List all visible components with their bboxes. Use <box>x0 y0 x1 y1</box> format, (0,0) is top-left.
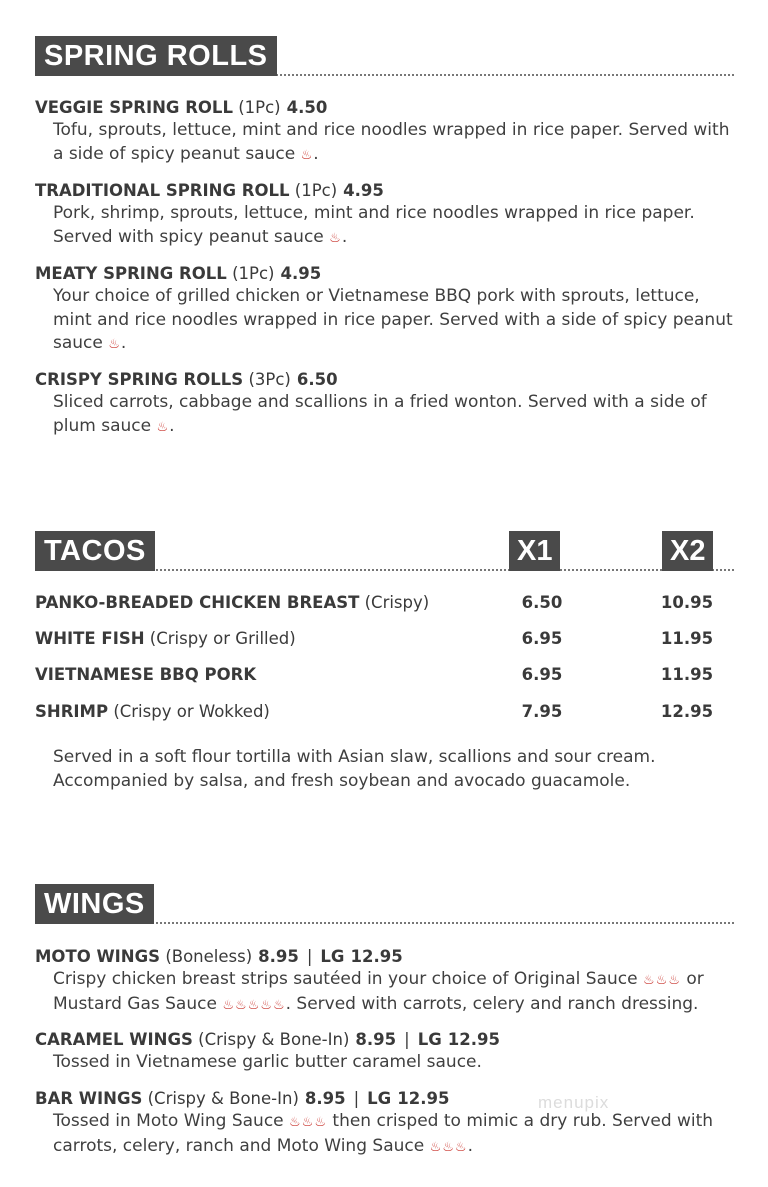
menu-item <box>35 1029 738 1075</box>
price-x2: 12.95 <box>660 702 714 721</box>
item-note: (Crispy) <box>364 593 430 612</box>
item-name: SHRIMP <box>35 702 109 721</box>
item-price: 6.50 <box>296 370 338 389</box>
price-x1: 6.95 <box>521 629 563 648</box>
separator: | <box>353 1089 360 1108</box>
x1-column-header: X1 <box>509 531 560 571</box>
price-x1: 6.95 <box>521 665 563 684</box>
section-title: WINGS <box>35 884 154 924</box>
chili-icon: ♨ <box>108 337 121 352</box>
item-note: (1Pc) <box>294 181 338 200</box>
item-note: (Crispy & Bone-In) <box>147 1089 299 1108</box>
watermark: menupix <box>538 1093 610 1112</box>
item-note: (Crispy & Bone-In) <box>198 1030 350 1049</box>
large-label: LG <box>417 1030 442 1049</box>
section-title: SPRING ROLLS <box>35 36 277 76</box>
punctuation: . <box>169 415 175 436</box>
price-x1: 6.50 <box>521 593 563 612</box>
item-name: PANKO-BREADED CHICKEN BREAST <box>35 593 360 612</box>
tacos-description: Served in a soft flour tortilla with Asian slaw, scallions and sour cream. Accompanied by salsa, and fresh soybean and avocado guacamole. <box>53 747 656 791</box>
section-title: TACOS <box>35 531 155 571</box>
item-price: 8.95 <box>258 947 299 966</box>
item-name: MEATY SPRING ROLL <box>35 264 227 283</box>
table-row <box>35 664 738 686</box>
chili-icon: ♨ <box>329 230 342 246</box>
table-row <box>35 592 738 614</box>
large-label: LG <box>320 947 345 966</box>
menu-item <box>35 263 738 357</box>
item-description: then crisped to mimic a dry rub. Served with carrots, celery, ranch and Moto Wing Sauce <box>53 1111 714 1156</box>
item-description: Crispy chicken breast strips sautéed in your choice of Original Sauce <box>53 969 638 989</box>
item-note: (1Pc) <box>238 98 281 117</box>
large-label: LG <box>367 1089 392 1108</box>
item-note: (1Pc) <box>232 264 275 283</box>
item-name: MOTO WINGS <box>35 947 161 966</box>
item-price: 8.95 <box>304 1089 346 1108</box>
chili-icon: ♨ <box>156 419 170 435</box>
table-row <box>35 628 738 650</box>
item-price: 4.50 <box>286 98 328 117</box>
item-description: or Mustard Gas Sauce <box>53 969 704 1014</box>
punctuation: . <box>341 226 348 247</box>
price-x2: 11.95 <box>660 665 714 684</box>
item-description: Sliced carrots, cabbage and scallions in a fried wonton. Served with a side of plum sauce <box>53 392 707 436</box>
item-description: Your choice of grilled chicken or Vietnamese BBQ pork with sprouts, lettuce, mint and rice noodles wrapped in rice paper. Served with a side of spicy peanut sauce <box>53 286 733 353</box>
item-price: 8.95 <box>355 1030 397 1049</box>
price-x2: 11.95 <box>660 629 714 648</box>
item-description: Tofu, sprouts, lettuce, mint and rice noodles wrapped in rice paper. Served with a side of spicy peanut sauce <box>53 120 730 164</box>
item-name: VIETNAMESE BBQ PORK <box>35 665 257 684</box>
item-note: (Boneless) <box>165 947 253 966</box>
item-name: BAR WINGS <box>35 1089 143 1108</box>
wings-header <box>35 884 734 924</box>
large-price: 12.95 <box>397 1089 450 1108</box>
menu-item <box>35 180 738 250</box>
menu-item <box>35 946 738 1017</box>
item-name: WHITE FISH <box>35 629 145 648</box>
punctuation: . <box>313 143 319 164</box>
item-description: Tossed in Moto Wing Sauce <box>53 1111 284 1131</box>
item-name: TRADITIONAL SPRING ROLL <box>35 181 290 200</box>
large-price: 12.95 <box>350 947 403 966</box>
chili-icon: ♨♨♨♨♨ <box>222 997 286 1013</box>
item-price: 4.95 <box>343 181 384 200</box>
menu-item <box>35 369 738 439</box>
item-description: Pork, shrimp, sprouts, lettuce, mint and rice noodles wrapped in rice paper. Served with spicy peanut sauce <box>53 203 695 247</box>
item-name: CRISPY SPRING ROLLS <box>35 370 244 389</box>
item-note: (Crispy or Grilled) <box>149 629 296 648</box>
item-note: (3Pc) <box>248 370 291 389</box>
item-description: Tossed in Vietnamese garlic butter caramel sauce. <box>53 1052 482 1072</box>
separator: | <box>306 947 313 966</box>
spring-rolls-header <box>35 36 734 76</box>
chili-icon: ♨♨♨ <box>289 1115 327 1130</box>
large-price: 12.95 <box>447 1030 500 1049</box>
chili-icon: ♨♨♨ <box>429 1139 468 1155</box>
x2-column-header: X2 <box>662 531 713 571</box>
menu-item <box>35 97 738 167</box>
punctuation: . <box>120 333 127 353</box>
item-description: . <box>467 1135 473 1156</box>
menu-item <box>35 1088 738 1159</box>
item-name: CARAMEL WINGS <box>35 1030 193 1049</box>
price-x2: 10.95 <box>660 593 714 612</box>
chili-icon: ♨♨♨ <box>642 973 681 988</box>
separator: | <box>404 1030 410 1049</box>
tacos-header <box>35 531 734 571</box>
item-description: . Served with carrots, celery and ranch dressing. <box>285 993 699 1014</box>
chili-icon: ♨ <box>300 147 314 163</box>
price-x1: 7.95 <box>521 702 563 721</box>
item-price: 4.95 <box>280 264 322 283</box>
item-note: (Crispy or Wokked) <box>113 702 270 721</box>
item-name: VEGGIE SPRING ROLL <box>35 98 233 117</box>
table-row <box>35 701 738 723</box>
